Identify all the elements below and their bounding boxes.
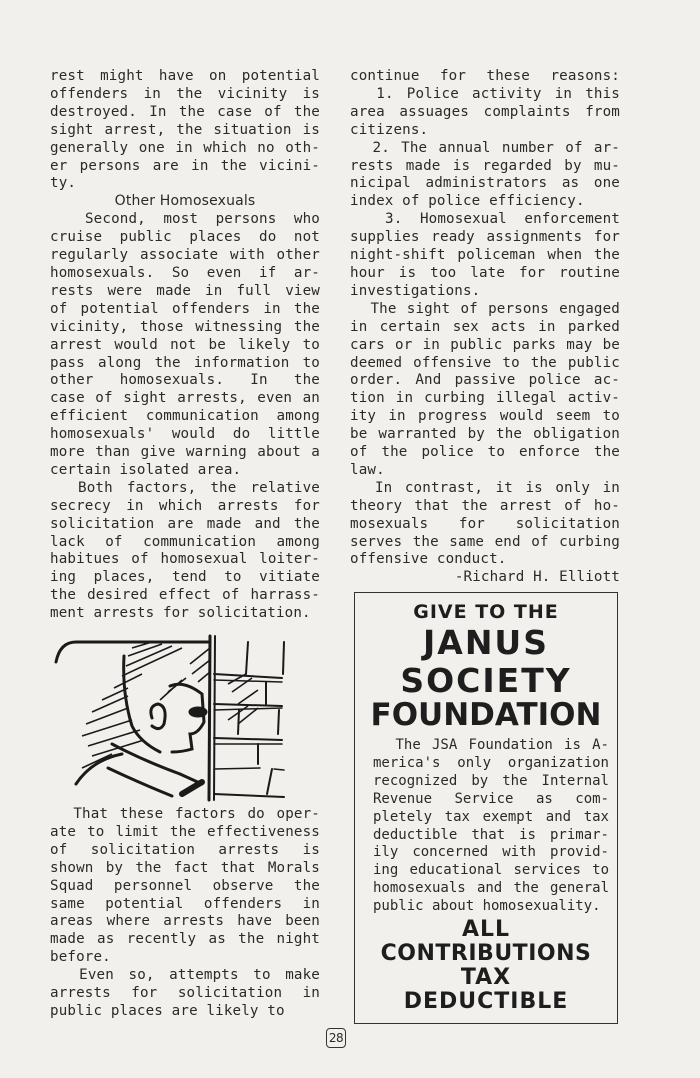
text-line: 3. Homosexual enforcement xyxy=(350,211,620,228)
text-line: area assuages complaints from xyxy=(350,103,620,120)
text-line: supplies ready assignments for xyxy=(350,229,620,246)
text-line: in certain sex acts in parked xyxy=(350,318,620,335)
text-line: of potential offenders in the xyxy=(50,300,320,317)
janus-foundation-ad xyxy=(354,592,618,1024)
reason-3 xyxy=(350,211,620,301)
text-line: ily concerned with provid- xyxy=(373,844,609,861)
text-line: shown by the fact that Morals xyxy=(50,859,320,876)
text-line: cruise public places do not xyxy=(50,229,320,246)
text-line: cars or in public parks may be xyxy=(350,336,620,353)
text-line: offensive conduct. xyxy=(350,551,507,568)
text-line: ing educational services to xyxy=(373,862,609,879)
text-line: public places are likely to xyxy=(50,1002,285,1019)
text-line: of solicitation arrests is xyxy=(50,841,320,858)
text-line: secrecy in which arrests for xyxy=(50,497,320,514)
text-line: That these factors do oper- xyxy=(50,806,320,822)
text-line: law. xyxy=(350,461,385,478)
text-line: habitues of homosexual loiter- xyxy=(50,551,320,568)
reason-2 xyxy=(350,140,620,212)
page-number: 28 xyxy=(326,1028,346,1048)
text-line: regularly associate with other xyxy=(50,247,320,264)
text-line: pletely tax exempt and tax xyxy=(373,808,609,825)
text-line: made as recently as the night xyxy=(50,931,320,948)
text-line: Even so, attempts to make xyxy=(50,967,320,984)
text-line: destroyed. In the case of the xyxy=(50,103,320,120)
text-line: sight arrest, the situation is xyxy=(50,121,320,138)
left-column xyxy=(50,68,320,623)
text-line: mosexuals for solicitation xyxy=(350,515,620,532)
text-line: vicinity, those witnessing the xyxy=(50,318,320,335)
text-line: deductible that is primar- xyxy=(373,826,609,843)
text-line: recognized by the Internal xyxy=(373,772,609,789)
paragraph-sight xyxy=(350,301,620,480)
ad-give-to-the: GIVE TO THE xyxy=(413,601,559,623)
text-line: order. And passive police ac- xyxy=(350,372,620,389)
text-line: Second, most persons who xyxy=(50,211,320,228)
text-line: arrests for solicitation in xyxy=(50,985,320,1002)
text-line: be warranted by the obligation xyxy=(350,426,620,443)
text-line: the desired effect of harrass- xyxy=(50,587,320,604)
text-line: The JSA Foundation is A- xyxy=(373,737,609,753)
ad-society: SOCIETY xyxy=(400,661,572,700)
text-line: The sight of persons engaged xyxy=(350,300,620,317)
ad-body-text xyxy=(373,737,609,916)
ad-all: ALL xyxy=(461,917,511,942)
text-line: Both factors, the relative xyxy=(50,479,320,496)
text-line: areas where arrests have been xyxy=(50,913,320,930)
text-line: er persons are in the vicini- xyxy=(50,157,320,174)
text-line: other homosexuals. In the xyxy=(50,372,320,389)
text-line: before. xyxy=(50,949,111,966)
text-line: of the police to enforce the xyxy=(350,444,620,461)
text-line: pass along the information to xyxy=(50,354,320,371)
text-line: In contrast, it is only in xyxy=(350,479,620,496)
paragraph-contrast xyxy=(350,480,620,570)
text-line: theory that the arrest of ho- xyxy=(350,497,620,514)
text-line: homosexuals. So even if ar- xyxy=(50,264,320,281)
text-line: arrest would not be likely to xyxy=(50,336,320,353)
paragraph-even-so xyxy=(50,967,320,1021)
author-signature: -Richard H. Elliott xyxy=(454,569,620,586)
text-line: case of sight arrests, even an xyxy=(50,390,320,407)
text-line: merica's only organization xyxy=(373,754,609,771)
section-heading: Other Homosexuals xyxy=(114,193,256,210)
text-line: investigations. xyxy=(350,282,481,299)
text-line: lack of communication among xyxy=(50,533,320,550)
text-line: night-shift policeman when the xyxy=(350,247,620,264)
text-line: public about homosexuality. xyxy=(373,898,601,915)
text-line: same potential offenders in xyxy=(50,895,320,912)
text-line: ing places, tend to vitiate xyxy=(50,569,320,586)
man-peering-illustration-icon xyxy=(52,634,292,802)
paragraph-these-factors xyxy=(50,806,320,967)
text-line: index of police efficiency. xyxy=(350,193,585,210)
text-line: 2. The annual number of ar- xyxy=(350,139,620,156)
text-line: rest might have on potential xyxy=(50,68,320,84)
text-line: hour is too late for routine xyxy=(350,264,620,281)
text-line: ment arrests for solicitation. xyxy=(50,605,311,622)
right-column xyxy=(350,68,620,587)
paragraph-continuation xyxy=(50,68,320,193)
text-line: Revenue Service as com- xyxy=(373,790,609,807)
text-line: 1. Police activity in this xyxy=(350,85,620,102)
paragraph-both-factors xyxy=(50,480,320,623)
text-line: Squad personnel observe the xyxy=(50,877,320,894)
text-line: solicitation are made and the xyxy=(50,515,320,532)
text-line: tion in curbing illegal activ- xyxy=(350,390,620,407)
text-line: rests made is regarded by mu- xyxy=(350,157,620,174)
text-line: rests were made in full view xyxy=(50,282,320,299)
ad-foundation: FOUNDATION xyxy=(370,697,602,733)
text-line: generally one in which no oth- xyxy=(50,139,320,156)
text-line: serves the same end of curbing xyxy=(350,533,620,550)
text-line: homosexuals' would do little xyxy=(50,426,320,443)
ad-deductible: DEDUCTIBLE xyxy=(403,989,569,1014)
text-line: citizens. xyxy=(350,121,429,138)
left-column-lower xyxy=(50,806,320,1021)
text-line: offenders in the vicinity is xyxy=(50,85,320,102)
paragraph-second xyxy=(50,211,320,480)
text-line: deemed offensive to the public xyxy=(350,354,620,371)
ad-tax: TAX xyxy=(460,965,512,990)
paragraph-reasons-intro xyxy=(350,68,620,140)
text-line: nicipal administrators as one xyxy=(350,175,620,192)
text-line: ty. xyxy=(50,175,77,192)
ad-contributions: CONTRIBUTIONS xyxy=(380,941,592,966)
text-line: ate to limit the effectiveness xyxy=(50,823,320,840)
text-line: certain isolated area. xyxy=(50,461,242,478)
ad-janus: JANUS xyxy=(423,623,549,662)
text-line: continue for these reasons: xyxy=(350,68,620,84)
text-line: homosexuals and the general xyxy=(373,880,609,897)
text-line: efficient communication among xyxy=(50,408,320,425)
text-line: more than give warning about a xyxy=(50,444,320,461)
text-line: ity in progress would seem to xyxy=(350,408,620,425)
